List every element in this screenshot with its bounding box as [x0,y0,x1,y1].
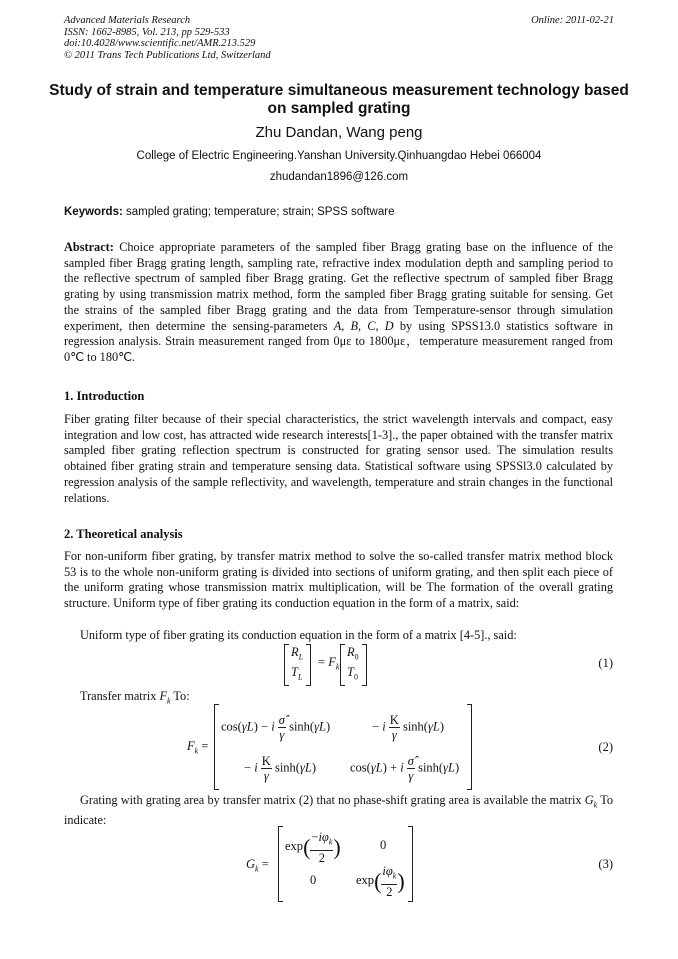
section-1-heading: 1. Introduction [64,389,145,403]
equation-3-number: (3) [598,857,613,871]
p4-post: To indicate: [64,793,613,828]
email[interactable]: zhudandan1896@126.com [269,171,409,183]
paper-title: Study of strain and temperature simultaneous measurement technology based on sampled grating [49,82,629,117]
keywords-text: sampled grating; temperature; strain; SPSS software [126,206,395,218]
p3-sub: k [166,696,171,706]
online-date: Online: 2011-02-21 [531,15,614,26]
abstract [64,240,613,366]
abstract-params: A, B, C, D [333,318,394,333]
keywords-label: Keywords: [64,206,123,218]
p4-sub: k [593,800,598,810]
section-2-paragraph-4 [64,793,613,829]
section-1-text: Fiber grating filter because of their special characteristics, the strict wavelength intervals and compact, easy integration and low cost, has attracted wide research interests[1-3]., the paper obtained with the transfer matrix sampled fiber grating reflection spectrum is constructed for grating sensor used. The simulation results obtained fiber grating strain and temperature sensing data. Statistical software using SPSSl3.0 calculated by regression analysis of the sample reflectivity, and wavelength, temperature and strain changes in the functional relations. [64,412,613,505]
equation-1-number: (1) [598,656,613,670]
equation-2-number: (2) [598,740,613,754]
journal-header [64,15,271,61]
section-2-paragraph-3 [80,689,613,709]
section-2-heading: 2. Theoretical analysis [64,527,183,541]
copyright: © 2011 Trans Tech Publications Ltd, Switzerland [64,49,271,61]
journal-name: Advanced Materials Research [64,15,191,26]
keywords [64,206,394,218]
abstract-text: Choice appropriate parameters of the sampled fiber Bragg grating base on the influence of the sampled fiber Bragg grating length, sampling rate, refractive index modulation depth and sampling period to the reflective spectrum of sampled fiber Bragg grating. Get the reflective spectrum of sampled fiber Bragg grating by using transmission matrix method, form the sampled fiber Bragg grating suitable for sensing. Get the strains of the sampled fiber Bragg grating and the data from Temperature-sensor through simulation experiment, then determine the sensing-parameters [64,240,613,333]
p3-var: F [159,689,167,703]
section-2-paragraph-1: For non-uniform fiber grating, by transfer matrix method to solve the so-called transfer matrix method block 53 is to the whole non-uniform grating is divided into sections of uniform grating, and then split each piece of the uniform grating whose transmission matrix multiplication, will be The formation of the overall grating structure. Uniform type of fiber grating its conduction equation in the form of a matrix, said: [64,549,613,611]
p3-pre: Transfer matrix [80,689,157,703]
p4-var: G [584,793,594,807]
affiliation: College of Electric Engineering.Yanshan University.Qinhuangdao Hebei 066004 [136,150,542,162]
authors: Zhu Dandan, Wang peng [255,124,423,141]
abstract-text-2: by using SPSS13.0 statistics software in regression analysis. Strain measurement ranged from 0με to 1800με，temperature measurement ranged from 0℃ to 180℃. [64,318,614,364]
section-2-paragraph-2: Uniform type of fiber grating its conduction equation in the form of a matrix [4-5]., said: [80,628,517,642]
p4-pre: Grating with grating area by transfer matrix (2) that no phase-shift grating area is available the matrix [80,793,582,807]
issn: ISSN: 1662-8985, Vol. 213, pp 529-533 [64,26,230,38]
abstract-label: Abstract: [64,240,114,254]
p3-post: To: [173,689,190,703]
doi: doi:10.4028/www.scientific.net/AMR.213.529 [64,38,256,49]
